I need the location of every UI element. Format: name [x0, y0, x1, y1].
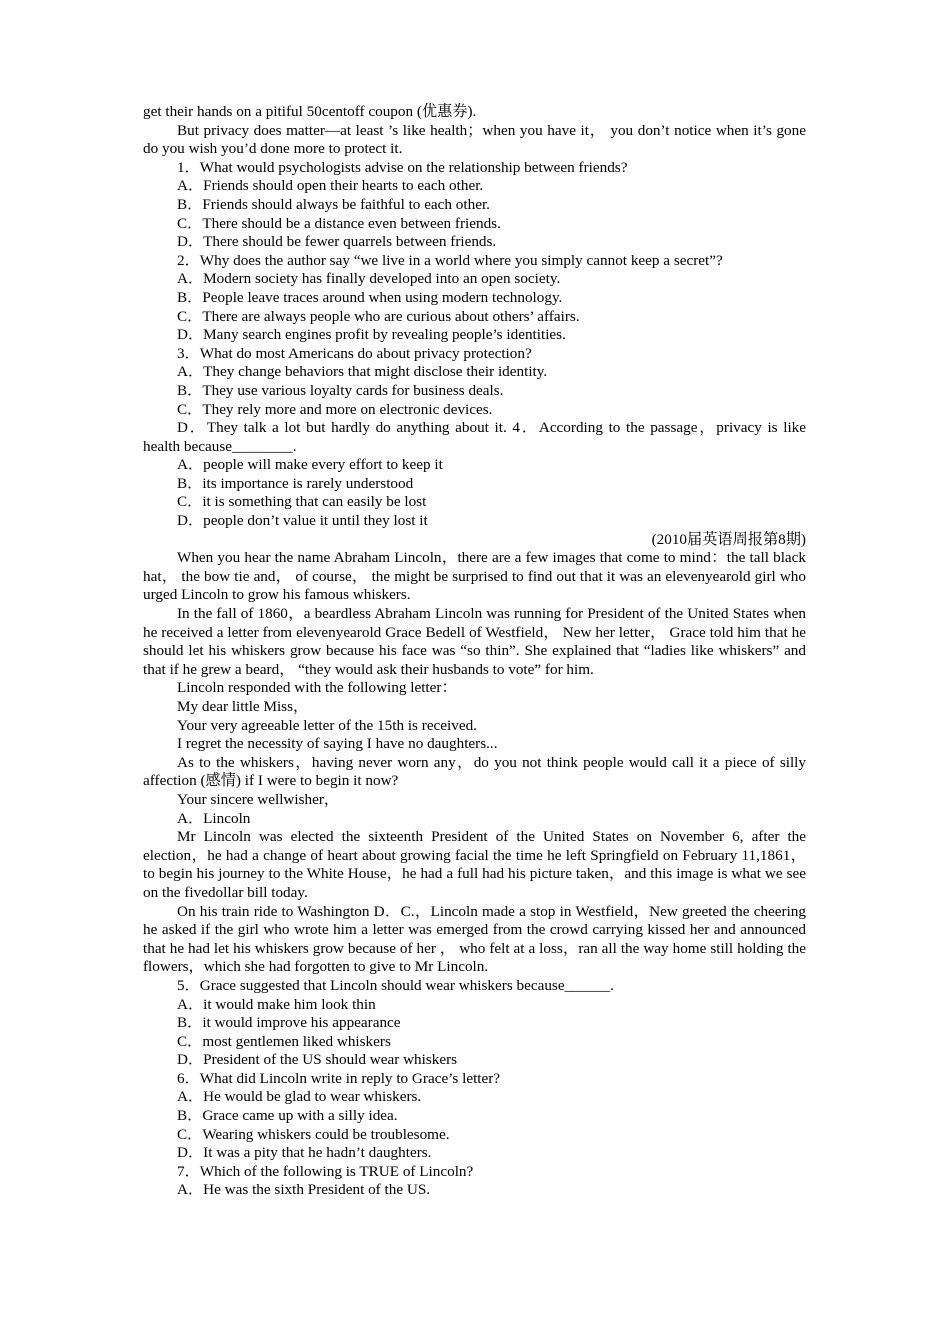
passage2-paragraph-2: In the fall of 1860，a beardless Abraham Lincoln was running for President of the United States when he received a letter from elevenyearold Grace Bedell of Westfield， New her letter， Grace told him that he should let his whiskers grow because his face was “so thin”. She explained that “ladies like whiskers” and that if he grew a beard， “they would ask their husbands to vote” for him. [143, 605, 806, 678]
letter-intro: Lincoln responded with the following letter： [177, 679, 457, 697]
letter-line-2: I regret the necessity of saying I have no daughters... [177, 735, 498, 753]
question-4-option-a: A．people will make every effort to keep it [177, 456, 443, 474]
question-1-option-d: D．There should be fewer quarrels between friends. [177, 233, 497, 251]
question-2-option-a: A．Modern society has finally developed into an open society. [177, 270, 561, 288]
question-3-stem: 3．What do most Americans do about privacy protection? [177, 344, 532, 362]
letter-salutation: My dear little Miss， [177, 698, 309, 715]
question-6-stem: 6．What did Lincoln write in reply to Grace’s letter? [177, 1069, 501, 1087]
question-2-option-d: D．Many search engines profit by revealing people’s identities. [177, 326, 566, 344]
question-6-option-c: C．Wearing whiskers could be troublesome. [177, 1125, 450, 1143]
question-4-option-d: D．people don’t value it until they lost it [177, 512, 428, 530]
question-1-option-c: C．There should be a distance even between friends. [177, 214, 501, 232]
letter-line-1: Your very agreeable letter of the 15th is received. [177, 716, 477, 734]
question-5-option-a: A．it would make him look thin [177, 995, 376, 1013]
letter-line-3: As to the whiskers，having never worn any，do you not think people would call it a piece of silly affection (感情) if I were to begin it now? [143, 753, 806, 790]
question-3-option-b: B．They use various loyalty cards for business deals. [177, 381, 504, 399]
letter-signature: A．Lincoln [177, 809, 251, 827]
document-body [143, 103, 806, 1200]
question-5-option-d: D．President of the US should wear whiskers [177, 1051, 458, 1069]
question-4-option-b: B．its importance is rarely understood [177, 474, 414, 492]
passage2-paragraph-train: On his train ride to Washington D．C.，Lincoln made a stop in Westfield，New greeted the cheering he asked if the girl who wrote him a letter was emerged from the crowd carrying kissed her and announced that he had let his whiskers grow because of her ， who felt at a loss，ran all the way home still holding the flowers，which she had forgotten to give to Mr Lincoln. [143, 902, 806, 976]
question-3-option-c: C．They rely more and more on electronic devices. [177, 400, 493, 418]
passage2-paragraph-election: Mr Lincoln was elected the sixteenth President of the United States on November 6, after the election，he had a change of heart about growing facial the time he left Springfield on February 11,1861，to begin his journey to the White House，he had a full had his picture taken，and this image is what we see on the fivedollar bill today. [143, 828, 806, 901]
question-6-option-b: B．Grace came up with a silly idea. [177, 1107, 398, 1125]
letter-closing: Your sincere wellwisher， [177, 790, 340, 808]
question-1-option-a: A．Friends should open their hearts to each other. [177, 177, 484, 195]
passage1-privacy-paragraph: But privacy does matter—at least ’s like health；when you have it， you don’t notice when it’s gone do you wish you’d done more to protect it. [143, 121, 806, 158]
question-1-stem: 1．What would psychologists advise on the relationship between friends? [177, 158, 628, 176]
question-6-option-d: D．It was a pity that he hadn’t daughters. [177, 1144, 432, 1162]
question-3-option-a: A．They change behaviors that might disclose their identity. [177, 363, 548, 381]
question-3-option-d-and-question-4-stem: D．They talk a lot but hardly do anything about it. 4．According to the passage，privacy is like health because________. [143, 419, 806, 455]
passage1-line-1: get their hands on a pitiful 50centoff coupon (优惠券). [143, 103, 477, 120]
question-2-option-b: B．People leave traces around when using modern technology. [177, 288, 563, 306]
question-5-option-c: C．most gentlemen liked whiskers [177, 1032, 391, 1050]
passage2-paragraph-1: When you hear the name Abraham Lincoln，there are a few images that come to mind：the tall black hat， the bow tie and， of course， the might be surprised to find out that it was an elevenyearold girl who urged Lincoln to grow his famous whiskers. [143, 549, 806, 604]
question-7-option-a: A．He was the sixth President of the US. [177, 1181, 431, 1199]
question-5-option-b: B．it would improve his appearance [177, 1014, 401, 1032]
question-6-option-a: A．He would be glad to wear whiskers. [177, 1088, 422, 1106]
source-note: (2010届英语周报第8期) [651, 530, 806, 548]
question-5-stem: 5．Grace suggested that Lincoln should wear whiskers because______. [177, 976, 614, 994]
question-2-stem: 2．Why does the author say “we live in a world where you simply cannot keep a secret”? [177, 251, 723, 269]
question-7-stem: 7．Which of the following is TRUE of Lincoln? [177, 1162, 474, 1180]
question-1-option-b: B．Friends should always be faithful to each other. [177, 195, 490, 213]
question-4-option-c: C．it is something that can easily be lost [177, 493, 427, 511]
question-2-option-c: C．There are always people who are curious about others’ affairs. [177, 307, 580, 325]
